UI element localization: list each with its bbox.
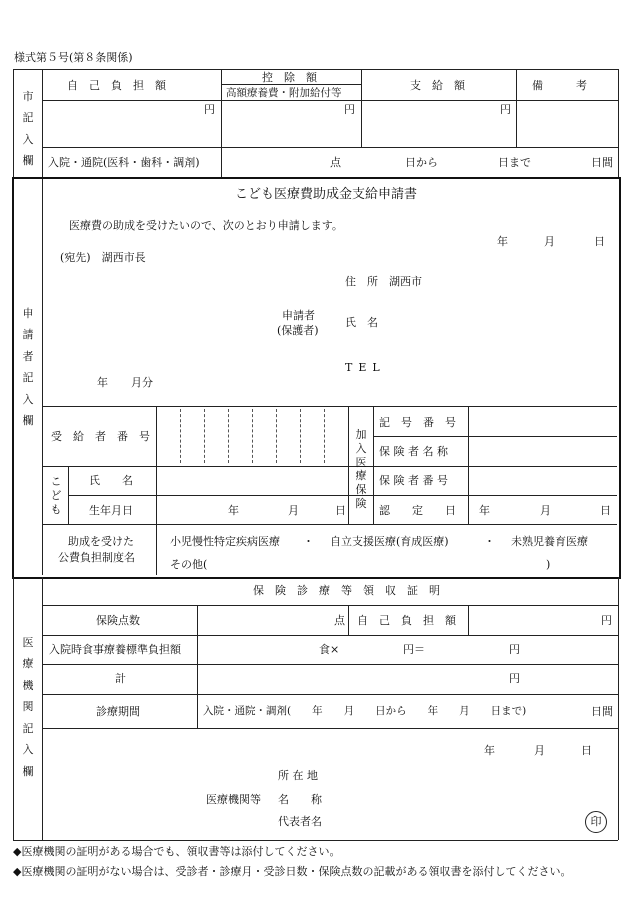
meal-yen: 円 bbox=[509, 643, 520, 656]
note-2: ◆医療機関の証明がない場合は、受診者・診療月・受診日数・保険点数の記載がある領収書を添付してください。 bbox=[13, 865, 572, 878]
public-program-label-2: 公費負担制度名 bbox=[58, 551, 135, 564]
medical-title: 保 険 診 療 等 領 収 証 明 bbox=[253, 584, 440, 597]
insurance-points-label: 保険点数 bbox=[96, 614, 140, 627]
date-day: 日 bbox=[594, 235, 605, 248]
medical-self-pay-yen: 円 bbox=[601, 614, 612, 627]
medical-self-pay-label: 自 己 負 担 額 bbox=[357, 614, 456, 627]
seal-icon: 印 bbox=[585, 811, 607, 833]
note-1: ◆医療機関の証明がある場合でも、領収書等は添付してください。 bbox=[13, 845, 341, 858]
program-dot-1: ・ bbox=[303, 535, 314, 548]
period-month: 月分 bbox=[131, 376, 153, 389]
self-pay-yen: 円 bbox=[204, 103, 215, 116]
addressee: (宛先) 湖西市長 bbox=[60, 251, 146, 264]
deduction-yen: 円 bbox=[344, 103, 355, 116]
total-yen: 円 bbox=[509, 672, 520, 685]
period-year: 年 bbox=[97, 376, 108, 389]
recipient-number-label: 受 給 者 番 号 bbox=[51, 430, 150, 443]
insurance-label: 加入医療保険 bbox=[355, 428, 367, 510]
public-program-label-1: 助成を受けた bbox=[68, 535, 134, 548]
period-detail: 入院・通院・調剤( 年 月 日から 年 月 日まで) bbox=[203, 705, 527, 717]
program-other: その他( bbox=[170, 558, 208, 571]
city-section-label: 市記入欄 bbox=[22, 90, 34, 168]
institution-location: 所 在 地 bbox=[278, 769, 318, 782]
program-premature-infant: 未熟児養育医療 bbox=[511, 535, 588, 548]
header-remarks: 備 考 bbox=[532, 79, 587, 92]
header-payment: 支 給 額 bbox=[410, 79, 465, 92]
insurer-number-label: 保 険 者 番 号 bbox=[379, 474, 448, 487]
birth-day: 日 bbox=[335, 504, 346, 517]
applicant-section-label: 申請者記入欄 bbox=[22, 307, 34, 428]
cert-month: 月 bbox=[540, 504, 551, 517]
program-pediatric-chronic: 小児慢性特定疾病医療 bbox=[170, 535, 280, 548]
birth-month: 月 bbox=[288, 504, 299, 517]
insurance-points-unit: 点 bbox=[334, 614, 345, 627]
program-dot-2: ・ bbox=[484, 535, 495, 548]
period-days: 日間 bbox=[591, 705, 613, 718]
program-other-close: ) bbox=[546, 558, 551, 571]
meal-times: 食× bbox=[319, 643, 340, 656]
medical-date-day: 日 bbox=[581, 744, 592, 757]
city-days: 日間 bbox=[591, 156, 613, 169]
meal-cost-label: 入院時食事療養標準負担額 bbox=[49, 643, 181, 656]
insurance-symbol-label: 記 号 番 号 bbox=[379, 416, 456, 429]
header-self-pay: 自 己 負 担 額 bbox=[67, 79, 166, 92]
certified-date-label: 認 定 日 bbox=[379, 504, 456, 517]
stay-type-label: 入院・通院(医科・歯科・調剤) bbox=[48, 156, 200, 169]
representative-name: 代表者名 bbox=[278, 815, 322, 828]
institution-label: 医療機関等 bbox=[206, 793, 261, 806]
institution-name: 名 称 bbox=[278, 793, 322, 806]
city-day-from: 日から bbox=[405, 156, 438, 169]
applicant-label: 申請者 bbox=[282, 309, 315, 322]
child-label: こども bbox=[50, 475, 62, 516]
date-year: 年 bbox=[497, 235, 508, 248]
applicant-name: 氏 名 bbox=[345, 316, 378, 329]
header-deduction-sub: 高額療養費・附加給付等 bbox=[226, 87, 342, 99]
application-title: こども医療費助成金支給申請書 bbox=[235, 187, 418, 202]
city-day-to: 日まで bbox=[498, 156, 531, 169]
cert-day: 日 bbox=[600, 504, 611, 517]
payment-yen: 円 bbox=[500, 103, 511, 116]
medical-date-year: 年 bbox=[484, 744, 495, 757]
application-intro: 医療費の助成を受けたいので、次のとおり申請します。 bbox=[69, 219, 343, 232]
header-deduction: 控 除 額 bbox=[262, 71, 317, 84]
period-label: 診療期間 bbox=[96, 705, 140, 718]
cert-year: 年 bbox=[479, 504, 490, 517]
form-number: 様式第５号(第８条関係) bbox=[14, 51, 133, 64]
applicant-address: 住 所 湖西市 bbox=[345, 275, 422, 288]
meal-yen-eq: 円＝ bbox=[403, 643, 425, 656]
child-name-label: 氏 名 bbox=[89, 474, 133, 487]
program-independence-support: 自立支援医療(育成医療) bbox=[330, 535, 449, 548]
birth-year: 年 bbox=[228, 504, 239, 517]
medical-date-month: 月 bbox=[534, 744, 545, 757]
birth-date-label: 生年月日 bbox=[89, 504, 133, 517]
city-points: 点 bbox=[330, 156, 341, 169]
date-month: 月 bbox=[544, 235, 555, 248]
insurer-name-label: 保 険 者 名 称 bbox=[379, 445, 448, 458]
medical-section-label: 医療機関記入欄 bbox=[22, 636, 34, 778]
total-label: 計 bbox=[115, 672, 126, 685]
applicant-tel: TEL bbox=[345, 361, 386, 374]
applicant-sub-label: (保護者) bbox=[277, 324, 319, 337]
